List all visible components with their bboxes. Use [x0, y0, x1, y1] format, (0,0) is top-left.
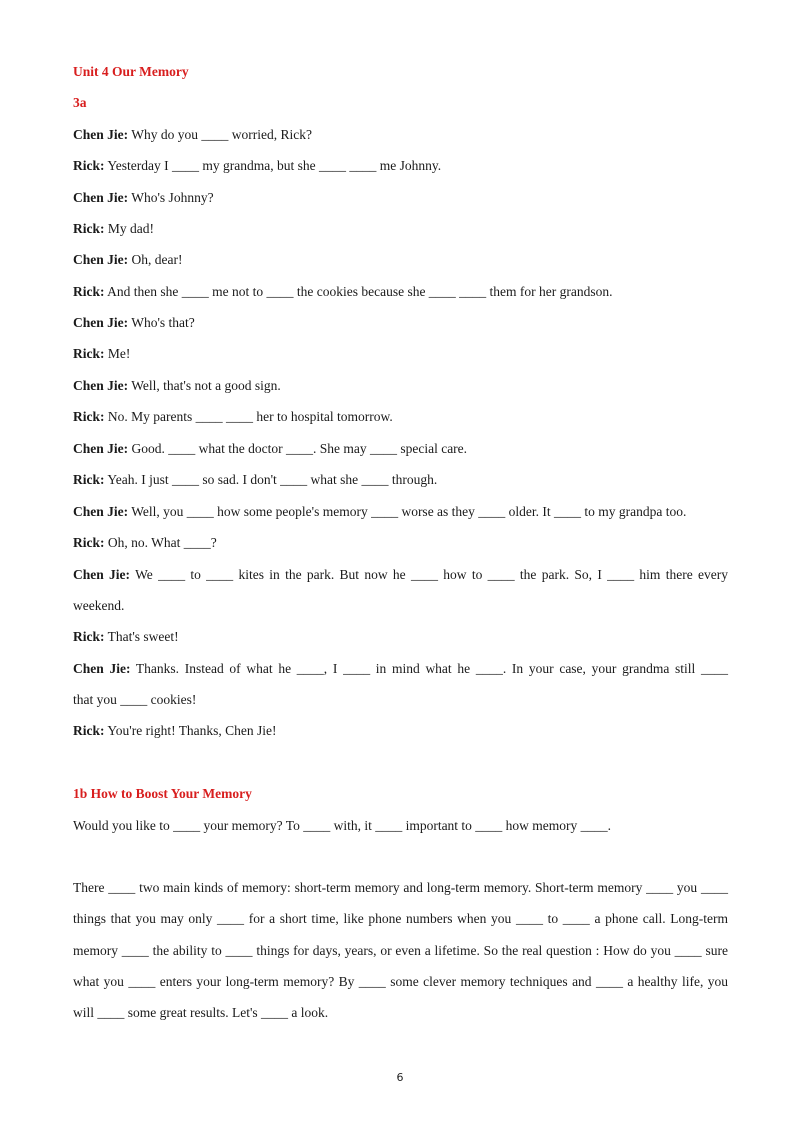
- unit-title: Unit 4 Our Memory: [73, 64, 189, 79]
- dialogue-line: [73, 409, 728, 425]
- speaker-name: Rick:: [73, 284, 105, 299]
- dialogue-line: [73, 629, 728, 645]
- section-1b-paragraph: There ____ two main kinds of memory: short-term memory and long-term memory. Short-term memory ____ you ____ things that you may only ____ for a short time, like phone numbers when you ____ to ____ a phone call. Long-term memory ____ the ability to ____ things for days, years, or even a lifetime. So the real question : How do you ____ sure what you ____ enters your long-term memory? By ____ some clever memory techniques and ____ a healthy life, you will ____ some great results. Let's ____ a look.: [73, 880, 728, 1021]
- dialogue-line: [73, 315, 728, 331]
- speaker-name: Rick:: [73, 158, 105, 173]
- speaker-name: Rick:: [73, 409, 105, 424]
- dialogue-text: Me!: [104, 346, 131, 361]
- dialogue-text: Why do you ____ worried, Rick?: [128, 127, 312, 142]
- dialogue-line: [73, 158, 728, 174]
- dialogue-text: Well, you ____ how some people's memory ____ worse as they ____ older. It ____ to my grandpa too.: [128, 504, 687, 519]
- section-1b-intro: Would you like to ____ your memory? To ____ with, it ____ important to ____ how memory ____.: [73, 818, 612, 833]
- speaker-name: Chen Jie:: [73, 252, 129, 267]
- speaker-name: Chen Jie:: [73, 441, 129, 456]
- dialogue-line: [73, 378, 728, 394]
- dialogue-line: [73, 284, 728, 300]
- speaker-name: Chen Jie:: [73, 504, 129, 519]
- dialogue-text: Oh, dear!: [128, 252, 183, 267]
- dialogue-text: Oh, no. What ____?: [104, 535, 217, 550]
- dialogue-line: [73, 661, 728, 677]
- dialogue-text: No. My parents ____ ____ her to hospital tomorrow.: [104, 409, 393, 424]
- speaker-name: Chen Jie:: [73, 378, 129, 393]
- dialogue-line: [73, 567, 728, 583]
- dialogue-line: [73, 190, 728, 206]
- dialogue-text: Thanks. Instead of what he ____, I ____ in mind what he ____. In your case, your grandma still ____: [130, 661, 728, 676]
- speaker-name: Chen Jie:: [73, 567, 131, 582]
- speaker-name: Chen Jie:: [73, 190, 129, 205]
- dialogue-line: [73, 127, 728, 143]
- speaker-name: Rick:: [73, 221, 105, 236]
- dialogue-line: [73, 723, 728, 739]
- dialogue-line: [73, 346, 728, 362]
- dialogue-line-continuation: weekend.: [73, 598, 125, 613]
- dialogue-text: Who's Johnny?: [128, 190, 214, 205]
- section-1b-title: 1b How to Boost Your Memory: [73, 786, 252, 801]
- speaker-name: Rick:: [73, 535, 105, 550]
- dialogue-text: You're right! Thanks, Chen Jie!: [104, 723, 277, 738]
- speaker-name: Rick:: [73, 472, 105, 487]
- dialogue-text: Yesterday I ____ my grandma, but she ____ ____ me Johnny.: [104, 158, 442, 173]
- dialogue-line-continuation: that you ____ cookies!: [73, 692, 197, 707]
- page-number: 6: [396, 1071, 404, 1084]
- dialogue-text: And then she ____ me not to ____ the cookies because she ____ ____ them for her grandson.: [104, 284, 613, 299]
- dialogue-text: We ____ to ____ kites in the park. But now he ____ how to ____ the park. So, I ____ him there every: [130, 567, 728, 582]
- dialogue-text: That's sweet!: [104, 629, 179, 644]
- dialogue-text: Who's that?: [128, 315, 195, 330]
- speaker-name: Rick:: [73, 723, 105, 738]
- speaker-name: Chen Jie:: [73, 127, 129, 142]
- dialogue-text: Yeah. I just ____ so sad. I don't ____ what she ____ through.: [104, 472, 438, 487]
- dialogue-text: Well, that's not a good sign.: [128, 378, 281, 393]
- dialogue-line: [73, 441, 728, 457]
- dialogue-line: [73, 221, 728, 237]
- dialogue-line: [73, 504, 728, 520]
- dialogue-line: [73, 252, 728, 268]
- speaker-name: Rick:: [73, 346, 105, 361]
- speaker-name: Chen Jie:: [73, 661, 131, 676]
- dialogue-text: My dad!: [104, 221, 154, 236]
- dialogue-text: Good. ____ what the doctor ____. She may ____ special care.: [128, 441, 468, 456]
- speaker-name: Rick:: [73, 629, 105, 644]
- dialogue-line: [73, 472, 728, 488]
- section-3a-title: 3a: [73, 95, 87, 110]
- dialogue-line: [73, 535, 728, 551]
- speaker-name: Chen Jie:: [73, 315, 129, 330]
